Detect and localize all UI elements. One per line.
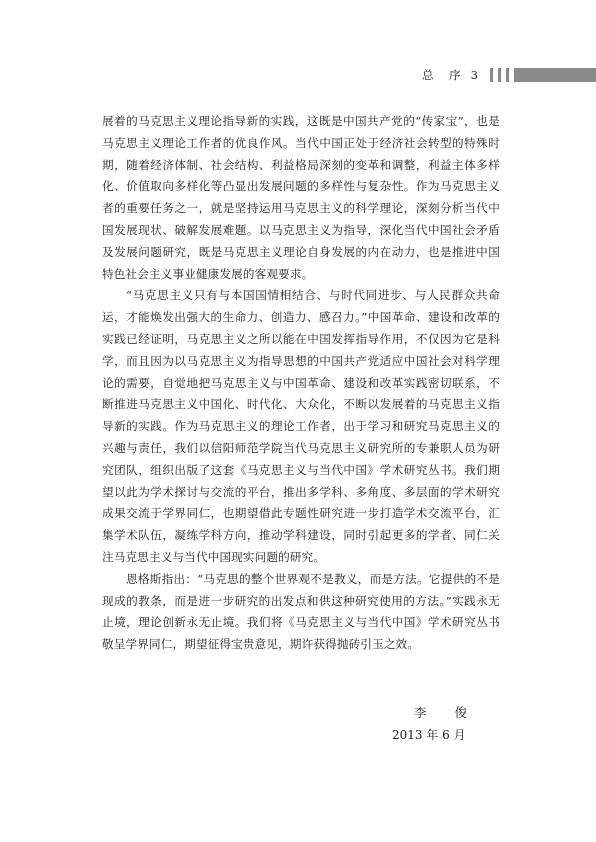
header-bar [498, 68, 501, 82]
header-block [514, 68, 596, 82]
body-text [102, 111, 500, 656]
signature-block [392, 702, 502, 746]
date: 2013 年 6 月 [392, 728, 466, 742]
paragraph-continued: 展着的马克思主义理论指导新的实践，这既是中国共产党的“传家宝”，也是马克思主义理论工作者的优良作风。当代中国正处于经济社会转型的特殊时期，随着经济体制、社会结构、利益格局深刻的变革和调整，利益主体多样化、价值取向多样化等凸显出发展问题的多样性与复杂性。作为马克思主义者的重要任务之一，就是坚持运用马克思主义的科学理论，深刻分析当代中国发展现状、破解发展难题。以马克思主义为指导，深化当代中国社会矛盾及发展问题研究，既是马克思主义理论自身发展的内在动力，也是推进中国特色社会主义事业健康发展的客观要求。 [102, 114, 500, 281]
header-bar [490, 68, 493, 82]
page-number: 3 [470, 68, 478, 82]
paragraph: “马克思主义只有与本国国情相结合、与时代同进步、与人民群众共命运，才能焕发出强大的生命力、创造力、感召力。”中国革命、建设和改革的实践已经证明，马克思主义之所以能在中国发挥指导作用，不仅因为它是科学，而且因为以马克思主义为指导思想的中国共产党适应中国社会对科学理论的需要，自觉地把马克思主义与中国革命、建设和改革实践密切联系，不断推进马克思主义中国化、时代化、大众化，不断以发展着的马克思主义指导新的实践。作为马克思主义的理论工作者，出于学习和研究马克思主义的兴趣与责任，我们以信阳师范学院当代马克思主义研究所的专兼职人员为研究团队，组织出版了这套《马克思主义与当代中国》学术研究丛书。我们期望以此为学术探讨与交流的平台，推出多学科、多角度、多层面的学术研究成果交流于学界同仁，也期望借此专题性研究进一步打造学术交流平台，汇集学术队伍，凝练学科方向，推动学科建设，同时引起更多的学者、同仁关注马克思主义与当代中国现实问题的研究。 [102, 288, 500, 564]
paragraph: 恩格斯指出：“马克思的整个世界观不是教义，而是方法。它提供的不是现成的教条，而是进一步研究的出发点和供这种研究使用的方法。”实践永无止境，理论创新永无止境。我们将《马克思主义与当代中国》学术研究丛书敬呈学界同仁，期望征得宝贵意见，期许获得抛砖引玉之效。 [102, 571, 500, 652]
header-bar [506, 68, 509, 82]
running-header [422, 66, 596, 84]
author-name: 李 俊 [414, 705, 479, 720]
section-title: 总 序 [422, 68, 467, 82]
